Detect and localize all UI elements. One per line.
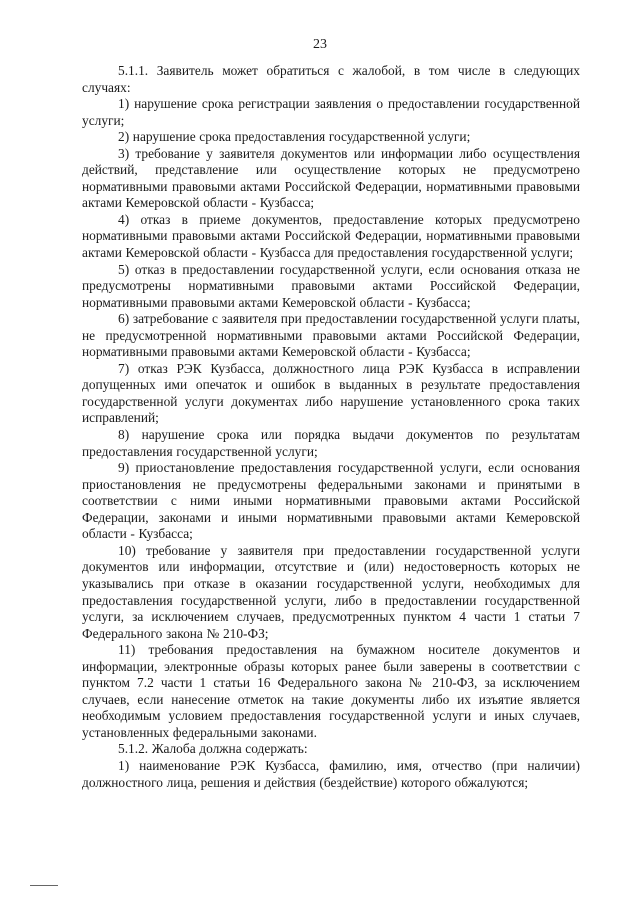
list-item-1: 1) нарушение срока регистрации заявления о предоставлении государственной услуги; — [82, 96, 580, 128]
list-item-11: 11) требования предоставления на бумажном носителе документов и информации, электронные образы которых ранее были заверены в соответствии с пунктом 7.2 части 1 статьи 16 Федерального закона № 210-ФЗ, за исключением случаев, если нанесение отметок на такие документы либо их изъятие является необходимым условием предоставления государственной услуги и иных случаев, установленных федеральными законами. — [82, 642, 580, 740]
page-number: 23 — [313, 37, 327, 52]
list-item-3: 3) требование у заявителя документов или информации либо осуществления действий, представление или осуществление которых не предусмотрено нормативными правовыми актами Российской Федерации, нормативными правовыми актами Кемеровской области - Кузбасса; — [82, 145, 580, 211]
paragraph-5-1-2: 5.1.2. Жалоба должна содержать: — [118, 741, 308, 757]
list-item-9: 9) приостановление предоставления государственной услуги, если основания приостановления не предусмотрены федеральными законами и принятыми в соответствии с ними иными нормативными правовыми актами Российской Федерации, законами и иными нормативными правовыми актами Кемеровской области - Кузбасса; — [82, 460, 580, 542]
list-item-5: 5) отказ в предоставлении государственной услуги, если основания отказа не предусмотрены нормативными правовыми актами Российской Федерации, нормативными правовыми актами Кемеровской области - Кузбасса; — [82, 261, 580, 310]
document-body — [82, 63, 580, 791]
list-item-10: 10) требование у заявителя при предоставлении государственной услуги документов или информации, отсутствие и (или) недостоверность которых не указывались при отказе в оказании государственной услуги, необходимых для предоставления государственной услуги, либо в предоставлении государственной услуги, за исключением случаев, предусмотренных пунктом 4 части 1 статьи 7 Федерального закона № 210-ФЗ; — [82, 542, 580, 641]
list-item-6: 6) затребование с заявителя при предоставлении государственной услуги платы, не предусмотренной нормативными правовыми актами Российской Федерации, нормативными правовыми актами Кемеровской области - Кузбасса; — [82, 311, 580, 360]
list-item-4: 4) отказ в приеме документов, предоставление которых предусмотрено нормативными правовыми актами Российской Федерации, нормативными правовыми актами Кемеровской области - Кузбасса для предоставления государственной услуги; — [82, 211, 580, 261]
list-item-8: 8) нарушение срока или порядка выдачи документов по результатам предоставления государственной услуги; — [82, 427, 580, 459]
paragraph-5-1-1: 5.1.1. Заявитель может обратиться с жалобой, в том числе в следующих случаях: — [82, 63, 580, 95]
complaint-item-1: 1) наименование РЭК Кузбасса, фамилию, имя, отчество (при наличии) должностного лица, решения и действия (бездействие) которого обжалуются; — [82, 757, 580, 790]
list-item-7: 7) отказ РЭК Кузбасса, должностного лица РЭК Кузбасса в исправлении допущенных ими опечаток и ошибок в выданных в результате предоставления государственной услуги документах либо нарушение установленного срока таких исправлений; — [82, 360, 580, 426]
list-item-2: 2) нарушение срока предоставления государственной услуги; — [118, 129, 471, 145]
footer-divider — [30, 885, 58, 886]
